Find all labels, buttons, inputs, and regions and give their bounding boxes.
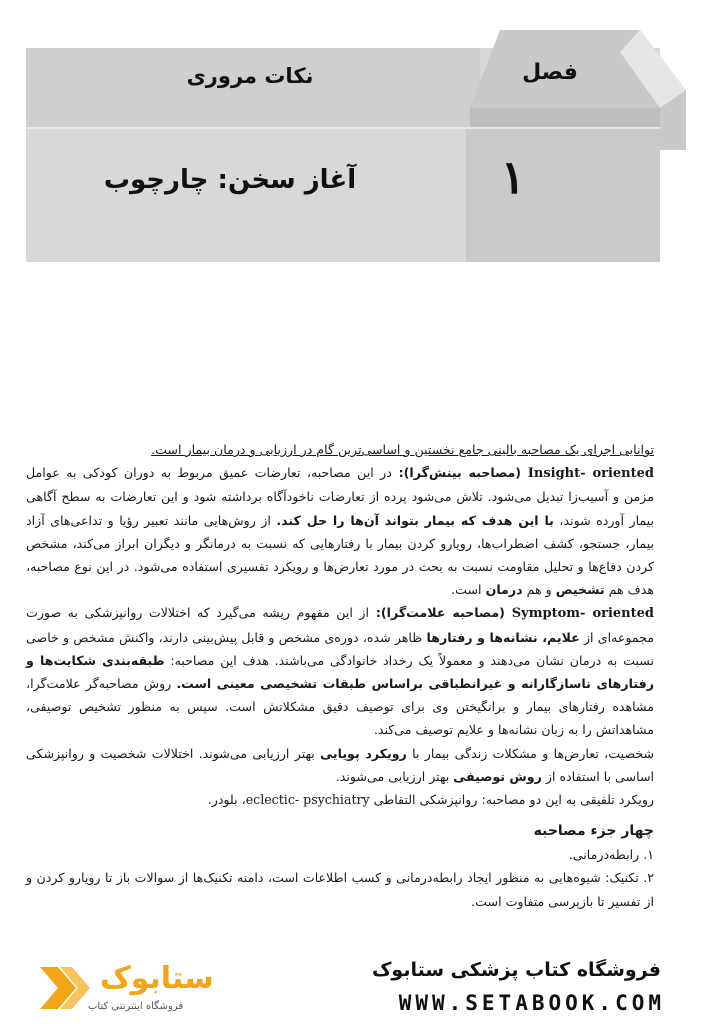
symptom-paragraph [26, 601, 654, 741]
chapter-header [0, 0, 701, 270]
store-url-link[interactable]: WWW.SETABOOK.COM [398, 991, 665, 1015]
store-logo[interactable] [36, 959, 276, 1017]
symptom-text: از این مفهوم ریشه می‌گیرد که اختلالات روانپزشکی به صورت مجموعه‌ای از [26, 605, 655, 645]
list-item: ۱. رابطه‌درمانی. [568, 847, 654, 863]
personality-text: بهتر ارزیابی می‌شوند. [335, 768, 454, 784]
personality-highlight: روش توصیفی [453, 768, 542, 784]
four-parts-heading: چهار جزء مصاحبه [533, 823, 654, 840]
page-footer [0, 945, 701, 1024]
chapter-header-shapes [0, 0, 701, 270]
symptom-highlight: طبقه‌بندی شکایت‌ها و رفتارهای ناسازگارانه و غیرانطباقی براساس طبقات تشخیصی معینی است. [26, 652, 655, 692]
intro-paragraph [26, 438, 654, 461]
symptom-highlight: علایم، نشانه‌ها و رفتارها [426, 629, 580, 645]
symptom-term: Symptom- oriented [511, 606, 655, 622]
intro-text: توانایی اجرای یک مصاحبه بالینی جامع نخستین و اساسی‌ترین گام در ارزیابی و درمان بیمار است. [151, 442, 654, 457]
chapter-number: ۱ [500, 150, 526, 204]
logo-subtitle: فروشگاه اینترنتی کتاب [88, 1001, 184, 1012]
insight-highlight: تشخیص [555, 582, 605, 598]
insight-highlight: با این هدف که بیمار بتواند آن‌ها را حل کند. [276, 512, 554, 528]
store-name: فروشگاه کتاب پزشکی ستابوک [371, 959, 661, 981]
insight-text: و هم [522, 582, 556, 598]
section-label: نکات مروری [186, 64, 314, 88]
insight-text: است. [451, 582, 486, 598]
logo-chevron-icon [36, 959, 96, 1017]
personality-text: بهتر ارزیابی می‌شوند. اختلالات شخصیت و روانپزشکی اساسی با استفاده از [26, 745, 654, 784]
list-item: ۲. تکنیک: شیوه‌هایی به منظور ایجاد رابطه‌درمانی و کسب اطلاعات است، دامنه تکنیک‌ها از سوالات باز تا رویارو کردن و از تفسیر تا بازپرسی متفاوت است. [26, 870, 654, 909]
personality-paragraph [26, 742, 654, 788]
chapter-label: فصل [522, 60, 578, 85]
insight-highlight: درمان [485, 582, 523, 598]
body-text [26, 438, 654, 913]
personality-text: شخصیت، تعارض‌ها و مشکلات زندگی بیمار با [406, 745, 654, 761]
symptom-text: روش مصاحبه‌گر علامت‌گرا، مشاهده رفتارهای بیمار و برانگیختن وی برای توصیف دقیق مشکلاتش است. سپس به منظور تشخیص توصیفی، مشاهداتش را به زبان نشانه‌ها و علایم توصیف می‌کند. [26, 676, 654, 738]
footer-fade [0, 915, 701, 945]
insight-text: در این مصاحبه، تعارضات عمیق مربوط به دوران کودکی به عوامل مزمن و آسیب‌زا تبدیل می‌شود. تلاش می‌شود پرده از تعارضات ناخودآگاه برداشته شود و این تعارضات به سطح آگاهی بیمار آورده شوند، [26, 465, 654, 528]
insight-paragraph [26, 461, 654, 601]
logo-wordmark: ستابوک [100, 961, 214, 996]
eclectic-paragraph [26, 788, 654, 811]
eclectic-text: رویکرد تلفیقی به این دو مصاحبه: روانپزشکی التقاطی [369, 792, 654, 808]
insight-term: Insight- oriented [527, 466, 654, 482]
chapter-title: آغاز سخن: چارچوب [103, 165, 357, 195]
insight-term-fa: (مصاحبه بینش‌گرا): [391, 465, 528, 481]
personality-highlight: رویکرد پویایی [320, 745, 407, 761]
insight-text: از روش‌هایی مانند تعبیر رؤیا و تداعی‌های آزاد بیمار، جستجو، کشف اضطراب‌ها، رویارو کردن بیمار با رفتارهایی که نسبت به درمانگر و دیگران ابراز می‌کند، مشخص کردن دفاع‌ها و تحلیل مقاومت نسبت به بحث در مورد تعارض‌ها و رویکرد تفسیری استفاده می‌شود. در این نوع مصاحبه، هدف هم [26, 512, 654, 598]
eclectic-text: ، بلودر. [207, 792, 246, 808]
symptom-text: ظاهر شده، دوره‌ی مشخص و قابل پیش‌بینی دارند، واکنش مشخص و خاصی نسبت به درمان نشان می‌دهند و معمولاً یک رخداد خانوادگی می‌باشند. هدف این مصاحبه: [26, 629, 654, 668]
eclectic-term: eclectic- psychiatry [245, 792, 370, 808]
symptom-term-fa: (مصاحبه علامت‌گرا): [368, 605, 512, 621]
